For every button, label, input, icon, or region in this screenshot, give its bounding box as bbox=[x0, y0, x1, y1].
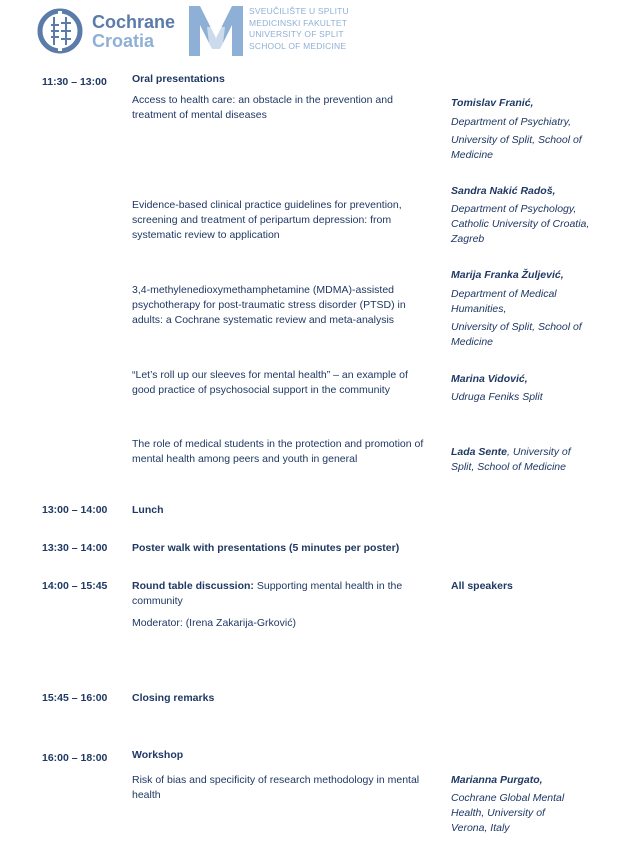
session-time: 13:00 – 14:00 bbox=[42, 504, 108, 516]
talk-title: “Let’s roll up our sleeves for mental health” – an example of good practice of psychosocial support in the community bbox=[132, 369, 408, 396]
session-title: Lunch bbox=[132, 504, 164, 516]
session-time: 14:00 – 15:45 bbox=[42, 580, 108, 592]
speaker-name: All speakers bbox=[451, 580, 513, 592]
speaker-affiliation: Department of Psychology, Catholic University of Croatia, Zagreb bbox=[451, 203, 590, 245]
university-name-line: SVEUČILIŠTE U SPLITU bbox=[249, 6, 349, 16]
university-name-line: SCHOOL OF MEDICINE bbox=[249, 40, 347, 51]
speaker-name: Tomislav Franić, bbox=[451, 97, 534, 109]
university-name bbox=[249, 6, 349, 52]
talk-title: The role of medical students in the protection and promotion of mental health among peers and youth in general bbox=[132, 438, 424, 465]
cochrane-logo-line2: Croatia bbox=[92, 31, 155, 51]
speaker-name: Marianna Purgato, bbox=[451, 774, 543, 786]
session-time: 11:30 – 13:00 bbox=[42, 76, 107, 88]
speaker-affiliation: Udruga Feniks Split bbox=[451, 391, 543, 403]
speaker-name: Marina Vidović, bbox=[451, 373, 528, 385]
university-name-line: MEDICINSKI FAKULTET bbox=[249, 17, 348, 28]
talk-title: Evidence-based clinical practice guidelines for prevention, screening and treatment of peripartum depression: from systematic review to application bbox=[132, 199, 402, 241]
university-of-split-logo-icon bbox=[187, 5, 245, 57]
session-title-topic: Supporting mental health in the community bbox=[132, 580, 403, 607]
speaker-affiliation: Department of Medical Humanities, bbox=[451, 288, 557, 315]
session-time: 13:30 – 14:00 bbox=[42, 542, 108, 554]
talk-title: 3,4-methylenedioxymethamphetamine (MDMA)-assisted psychotherapy for post-traumatic stress disorder (PTSD) in adults: a Cochrane systematic review and meta-analysis bbox=[132, 284, 406, 326]
talk-title: Access to health care: an obstacle in the prevention and treatment of mental diseases bbox=[132, 94, 393, 121]
moderator: Moderator: (Irena Zakarija-Grković) bbox=[132, 617, 296, 629]
session-title: Poster walk with presentations (5 minutes per poster) bbox=[132, 542, 400, 554]
session-title: Workshop bbox=[132, 749, 184, 761]
session-time: 15:45 – 16:00 bbox=[42, 692, 108, 704]
speaker-affiliation: Department of Psychiatry, bbox=[451, 116, 572, 128]
speaker-line bbox=[451, 445, 591, 475]
speaker-affiliation: Cochrane Global Mental Health, University of Verona, Italy bbox=[451, 792, 565, 834]
speaker-name: Sandra Nakić Radoš, bbox=[451, 185, 556, 197]
session-title: Oral presentations bbox=[132, 73, 225, 85]
talk-title: Risk of bias and specificity of research methodology in mental health bbox=[132, 774, 420, 801]
session-title-label: Round table discussion: bbox=[132, 580, 254, 592]
university-name-line: UNIVERSITY OF SPLIT bbox=[249, 29, 344, 39]
speaker-affiliation: University of Split, School of Medicine bbox=[451, 321, 582, 348]
session-title: Closing remarks bbox=[132, 692, 215, 704]
cochrane-logo-icon bbox=[36, 7, 86, 55]
speaker-name: Lada Sente bbox=[451, 446, 508, 458]
speaker-name: Marija Franka Žuljević, bbox=[451, 269, 564, 281]
speaker-affiliation: , University of Split, School of Medicine bbox=[451, 446, 571, 473]
session-time: 16:00 – 18:00 bbox=[42, 752, 108, 764]
header bbox=[0, 0, 630, 62]
speaker-affiliation: University of Split, School of Medicine bbox=[451, 134, 582, 161]
session-title bbox=[132, 579, 422, 609]
cochrane-logo-line1: Cochrane bbox=[92, 12, 176, 32]
